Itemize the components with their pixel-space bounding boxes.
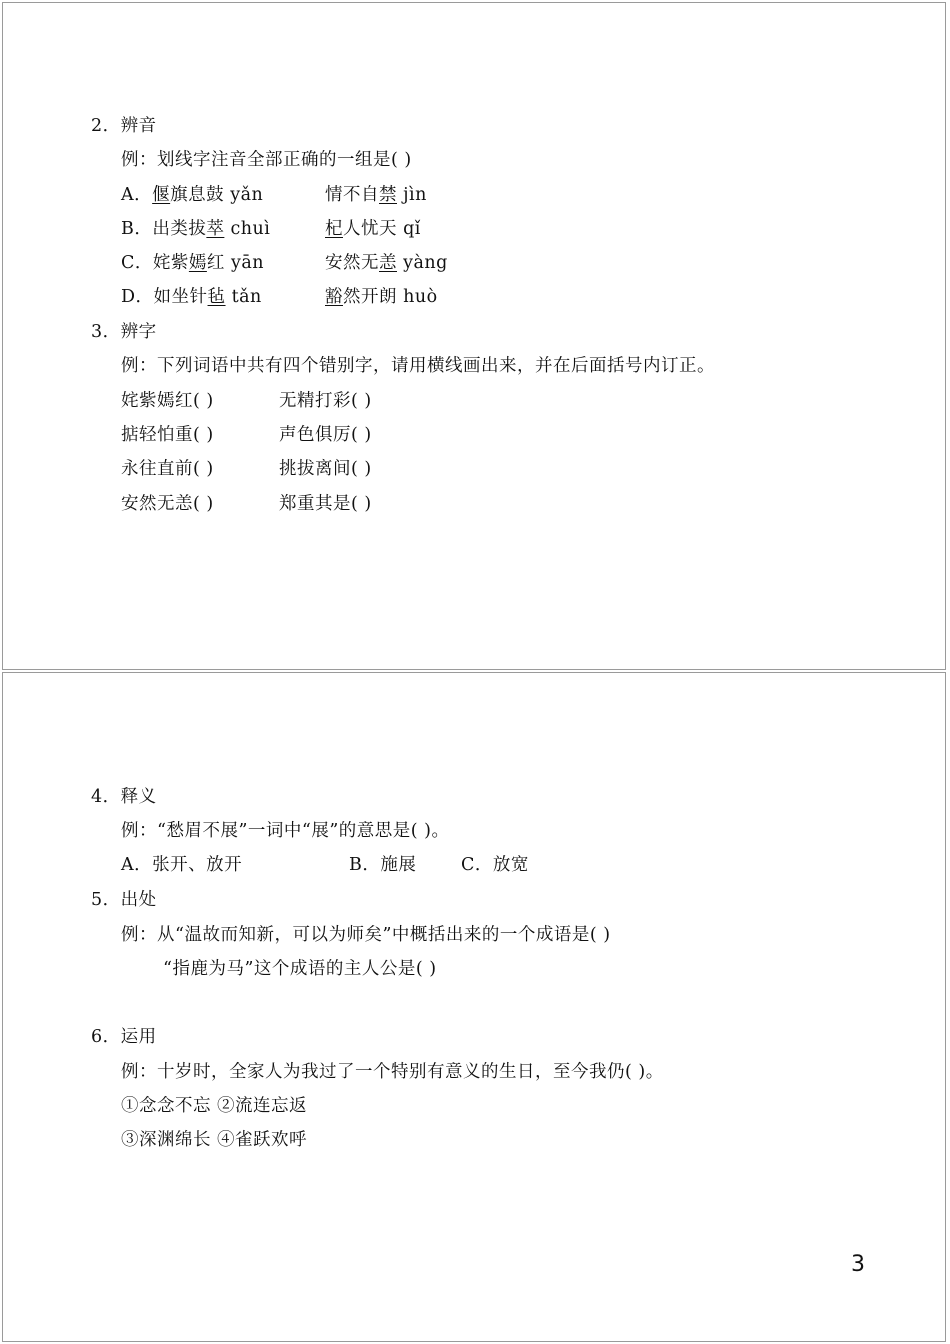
q5-prompt-1: 例：从“温故而知新，可以为师矣”中概括出来的一个成语是( ): [121, 925, 611, 945]
slide-bottom: [2, 672, 946, 1342]
option-text: tǎn: [225, 287, 262, 307]
option-text: 如坐针: [153, 287, 208, 307]
option-text: 然开朗 huò: [343, 287, 438, 307]
q5-prompt-2: “指鹿为马”这个成语的主人公是( ): [163, 959, 437, 979]
option-text: 出类拔: [152, 219, 207, 239]
q2-prompt: 例：划线字注音全部正确的一组是( ): [121, 150, 412, 170]
underlined-char: 杞: [325, 219, 343, 239]
option-text: 姹紫: [152, 253, 189, 273]
q2-option-a: [121, 184, 263, 206]
underlined-char: 萃: [206, 219, 225, 239]
q4-option-c: C．放宽: [461, 855, 529, 875]
q3-row-right: 郑重其是( ): [279, 494, 372, 514]
option-text: yàng: [397, 253, 448, 273]
q3-row-left: 掂轻怕重( ): [121, 425, 214, 445]
option-text: jìn: [397, 185, 427, 205]
option-prefix: D．: [121, 287, 154, 307]
underlined-char: 豁: [325, 287, 343, 307]
option-prefix: B．: [121, 219, 153, 239]
q3-row-right: 无精打彩( ): [279, 391, 372, 411]
option-text: 红 yān: [206, 253, 265, 273]
q5-heading: 5．出处: [91, 890, 157, 910]
option-text: 情不自: [325, 185, 379, 205]
underlined-char: 嫣: [188, 253, 207, 273]
option-text: 安然无: [325, 253, 379, 273]
q6-prompt: 例：十岁时，全家人为我过了一个特别有意义的生日，至今我仍( )。: [121, 1062, 664, 1082]
q6-choices-1: ①念念不忘 ②流连忘返: [121, 1096, 308, 1116]
slide-top: [2, 2, 946, 670]
option-text: 人忧天 qǐ: [343, 219, 421, 239]
underlined-char: 恙: [379, 253, 397, 273]
q4-prompt: 例：“愁眉不展”一词中“展”的意思是( )。: [121, 821, 450, 841]
option-prefix: A．: [121, 185, 153, 205]
q4-option-b: B．施展: [349, 855, 417, 875]
underlined-char: 毡: [207, 287, 226, 307]
option-text: chuì: [224, 219, 271, 239]
q6-choices-2: ③深渊绵长 ④雀跃欢呼: [121, 1130, 308, 1150]
q3-row-left: 姹紫嫣红( ): [121, 391, 214, 411]
q2-option-b: [121, 218, 270, 240]
q3-prompt: 例：下列词语中共有四个错别字，请用横线画出来，并在后面括号内订正。: [121, 356, 715, 376]
underlined-char: 禁: [379, 185, 397, 205]
option-prefix: C．: [121, 253, 153, 273]
q2-option-d: [121, 286, 262, 308]
q4-option-a: A．张开、放开: [121, 855, 243, 875]
page-number: 3: [851, 1252, 865, 1277]
q3-row-right: 声色俱厉( ): [279, 425, 372, 445]
q2-option-d-second: [325, 286, 438, 308]
q3-heading: 3．辨字: [91, 322, 157, 342]
underlined-char: 偃: [152, 185, 171, 205]
q2-heading: 2．辨音: [91, 116, 157, 136]
q2-option-a-second: [325, 184, 427, 206]
q3-row-right: 挑拔离间( ): [279, 459, 372, 479]
q3-row-left: 安然无恙( ): [121, 494, 214, 514]
option-text: 旗息鼓 yǎn: [170, 185, 264, 205]
q3-row-left: 永往直前( ): [121, 459, 214, 479]
q2-option-c: [121, 252, 264, 274]
q4-heading: 4．释义: [91, 787, 157, 807]
q6-heading: 6．运用: [91, 1027, 157, 1047]
q2-option-b-second: [325, 218, 421, 240]
q2-option-c-second: [325, 252, 448, 274]
